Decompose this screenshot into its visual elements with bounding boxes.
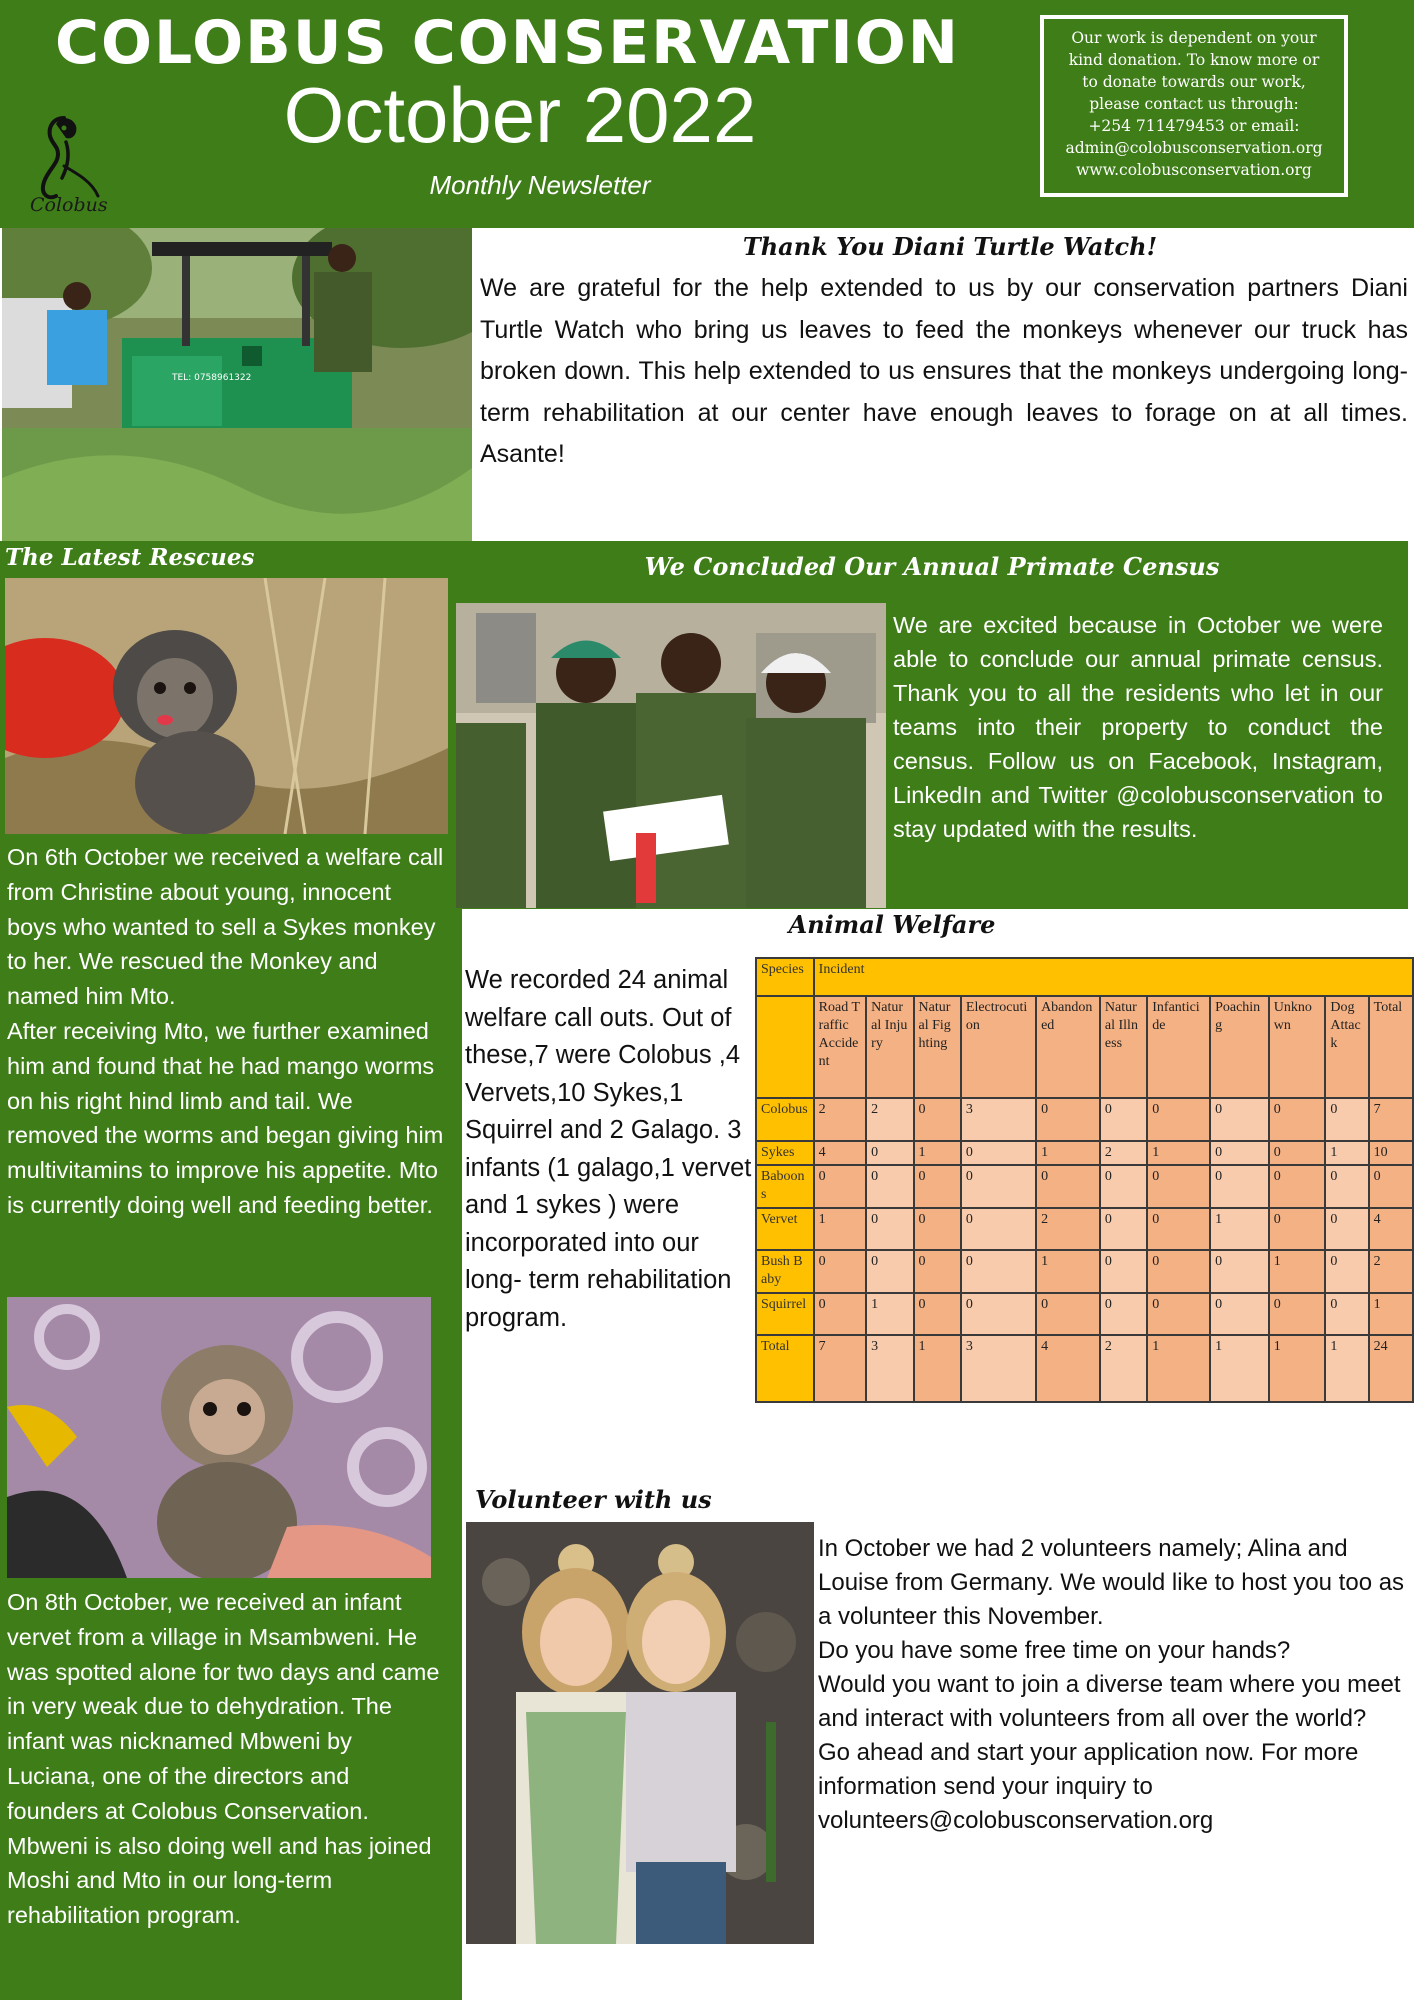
truck-phone-label: TEL: 0758961322: [172, 373, 252, 383]
column-header: Electrocution: [961, 996, 1036, 1097]
table-cell: 0: [1269, 1165, 1326, 1207]
table-column-row: [756, 996, 1413, 1097]
newsletter-subtitle: Monthly Newsletter: [429, 170, 651, 200]
column-header: Natural Injury: [866, 996, 913, 1097]
table-cell: 0: [1210, 1141, 1269, 1165]
table-cell: 0: [1100, 1165, 1147, 1207]
column-header: Road Traffic Accident: [814, 996, 867, 1097]
table-cell: 0: [1147, 1208, 1210, 1250]
table-cell: 1: [914, 1141, 961, 1165]
table-cell: 0: [1100, 1250, 1147, 1292]
table-cell: 7: [814, 1335, 867, 1402]
table-cell: 2: [814, 1098, 867, 1141]
truck-leaves-photo: [2, 228, 472, 541]
table-cell: 0: [1369, 1165, 1413, 1207]
donate-line: Our work is dependent on your: [1071, 29, 1317, 47]
sykes-monkey-mto-photo: [5, 578, 448, 834]
table-cell: 2: [866, 1098, 913, 1141]
table-cell: 3: [961, 1098, 1036, 1141]
table-cell: 4: [1036, 1335, 1100, 1402]
table-cell: 0: [914, 1098, 961, 1141]
table-row: [756, 1293, 1413, 1335]
table-cell: 0: [1325, 1165, 1368, 1207]
table-cell: 0: [1036, 1293, 1100, 1335]
volunteer-paragraph: Do you have some free time on your hands?: [818, 1637, 1291, 1664]
incident-header-cell: Incident: [814, 958, 1413, 996]
species-cell: Baboons: [756, 1165, 814, 1207]
table-cell: 2: [1100, 1141, 1147, 1165]
rescues-heading: The Latest Rescues: [5, 544, 255, 571]
column-header: Abandoned: [1036, 996, 1100, 1097]
donate-email-link[interactable]: admin@colobusconservation.org: [1065, 139, 1323, 157]
species-header-cell: Species: [756, 958, 814, 996]
table-cell: 1: [1210, 1335, 1269, 1402]
thank-you-body: We are grateful for the help extended to us by our conservation partners Diani Turtle Watch who bring us leaves to feed the monkeys whenever our truck has broken down. This help extended to us ensures that the monkeys undergoing long-term rehabilitation at our center have enough leaves to forage on at all times. Asante!: [480, 274, 1408, 468]
animal-welfare-heading: Animal Welfare: [788, 910, 996, 939]
species-cell: Bush Baby: [756, 1250, 814, 1292]
table-cell: 1: [1325, 1335, 1368, 1402]
table-cell: 1: [1210, 1208, 1269, 1250]
table-cell: 0: [1036, 1098, 1100, 1141]
rescue-story-mto: [7, 840, 447, 1223]
table-body: [756, 1098, 1413, 1402]
table-cell: 0: [961, 1293, 1036, 1335]
table-cell: 0: [914, 1250, 961, 1292]
table-cell: 1: [1036, 1250, 1100, 1292]
column-header: Natural Fighting: [914, 996, 961, 1097]
table-cell: 0: [1100, 1098, 1147, 1141]
table-cell: 0: [1325, 1208, 1368, 1250]
table-cell: 0: [1269, 1098, 1326, 1141]
table-cell: 0: [961, 1141, 1036, 1165]
column-header: Poaching: [1210, 996, 1269, 1097]
table-cell: 0: [1269, 1293, 1326, 1335]
logo-wordmark: Colobus: [30, 194, 108, 216]
table-cell: 0: [1100, 1293, 1147, 1335]
column-header: Total: [1369, 996, 1413, 1097]
table-cell: 0: [1147, 1293, 1210, 1335]
rescue-story-paragraph: After receiving Mto, we further examined him and found that he had mango worms on his right hind limb and tail. We removed the worms and began giving him multivitamins to improve his appetite. Mto is currently doing well and feeding better.: [7, 1017, 444, 1218]
table-cell: 10: [1369, 1141, 1413, 1165]
table-cell: 0: [1210, 1165, 1269, 1207]
table-cell: 0: [1147, 1165, 1210, 1207]
census-heading: We Concluded Our Annual Primate Census: [644, 552, 1220, 581]
table-cell: 0: [914, 1293, 961, 1335]
table-cell: 2: [1036, 1208, 1100, 1250]
donate-line: please contact us through:: [1089, 95, 1299, 113]
volunteer-paragraph: Go ahead and start your application now. For more information send your inquiry to volunteers@colobusconservation.org: [818, 1739, 1359, 1834]
species-cell: Vervet: [756, 1208, 814, 1250]
table-cell: 1: [1036, 1141, 1100, 1165]
table-cell: 0: [814, 1165, 867, 1207]
species-cell: Sykes: [756, 1141, 814, 1165]
table-cell: 0: [1210, 1098, 1269, 1141]
table-cell: 0: [1036, 1165, 1100, 1207]
table-cell: 1: [1369, 1293, 1413, 1335]
census-team-photo: [456, 603, 886, 908]
table-row: [756, 1335, 1413, 1402]
volunteer-body: [818, 1532, 1410, 1838]
table-cell: 1: [1147, 1335, 1210, 1402]
column-header: Unknown: [1269, 996, 1326, 1097]
table-cell: 0: [814, 1250, 867, 1292]
table-cell: 0: [1100, 1208, 1147, 1250]
column-header: Natural Illness: [1100, 996, 1147, 1097]
table-cell: 0: [914, 1165, 961, 1207]
table-cell: 3: [961, 1335, 1036, 1402]
table-cell: 0: [866, 1250, 913, 1292]
issue-title: October 2022: [283, 71, 757, 159]
table-cell: 0: [1147, 1098, 1210, 1141]
organization-title: COLOBUS CONSERVATION: [55, 8, 960, 78]
column-header: Infanticide: [1147, 996, 1210, 1097]
table-cell: 2: [1369, 1250, 1413, 1292]
table-cell: 0: [1325, 1250, 1368, 1292]
rescue-story-mbweni: On 8th October, we received an infant vervet from a village in Msambweni. He was spotted alone for two days and came in very weak due to dehydration. The infant was nicknamed Mbweni by Luciana, one of the directors and founders at Colobus Conservation. Mbweni is also doing well and has joined Moshi and Mto in our long-term rehabilitation program.: [7, 1589, 440, 1929]
donate-website-link[interactable]: www.colobusconservation.org: [1076, 161, 1312, 179]
table-cell: 7: [1369, 1098, 1413, 1141]
table-cell: 1: [866, 1293, 913, 1335]
table-cell: 0: [1210, 1250, 1269, 1292]
table-row: [756, 1165, 1413, 1207]
table-cell: 1: [814, 1208, 867, 1250]
table-cell: 1: [1269, 1250, 1326, 1292]
table-cell: 0: [914, 1208, 961, 1250]
table-cell: 1: [1325, 1141, 1368, 1165]
table-cell: 0: [961, 1208, 1036, 1250]
rescue-story-paragraph: On 6th October we received a welfare call from Christine about young, innocent boys who wanted to sell a Sykes monkey to her. We rescued the Monkey and named him Mto.: [7, 844, 444, 1010]
table-header-cell: [756, 996, 814, 1097]
donate-phone-line: +254 711479453 or email:: [1088, 117, 1300, 135]
column-header: Dog Attack: [1325, 996, 1368, 1097]
table-row: [756, 1098, 1413, 1141]
volunteer-paragraph: In October we had 2 volunteers namely; Alina and Louise from Germany. We would like to host you too as a volunteer this November.: [818, 1535, 1405, 1630]
vervet-mbweni-photo: [7, 1297, 431, 1578]
welfare-incident-table: [755, 957, 1414, 1403]
table-cell: 2: [1100, 1335, 1147, 1402]
donation-info-box: [1040, 15, 1348, 197]
thank-you-heading: Thank You Diani Turtle Watch!: [742, 232, 1158, 261]
table-cell: 0: [1269, 1141, 1326, 1165]
table-row: [756, 1208, 1413, 1250]
animal-welfare-body: We recorded 24 animal welfare call outs. Out of these,7 were Colobus ,4 Vervets,10 Sykes,1 Squirrel and 2 Galago. 3 infants (1 galago,1 vervet and 1 sykes ) were incorporated into our long- term rehabilitation program.: [465, 966, 752, 1332]
table-row: [756, 1141, 1413, 1165]
table-cell: 0: [866, 1141, 913, 1165]
table-cell: 0: [1269, 1208, 1326, 1250]
table-cell: 0: [866, 1165, 913, 1207]
table-cell: 3: [866, 1335, 913, 1402]
table-cell: 24: [1369, 1335, 1413, 1402]
volunteers-photo: [466, 1522, 814, 1944]
volunteer-paragraph: Would you want to join a diverse team where you meet and interact with volunteers from all over the world?: [818, 1671, 1401, 1732]
table-cell: 1: [914, 1335, 961, 1402]
table-row: [756, 1250, 1413, 1292]
table-cell: 0: [1147, 1250, 1210, 1292]
table-header-row: [756, 958, 1413, 996]
table-cell: 0: [866, 1208, 913, 1250]
table-cell: 4: [814, 1141, 867, 1165]
species-cell: Colobus: [756, 1098, 814, 1141]
species-cell: Squirrel: [756, 1293, 814, 1335]
census-body: We are excited because in October we were able to conclude our annual primate census. Thank you to all the residents who let in our teams into their property to conduct the census. Follow us on Facebook, Instagram, LinkedIn and Twitter @colobusconservation to stay updated with the results.: [893, 612, 1383, 842]
table-cell: 4: [1369, 1208, 1413, 1250]
table-cell: 0: [961, 1250, 1036, 1292]
volunteer-heading: Volunteer with us: [475, 1485, 712, 1514]
table-cell: 1: [1147, 1141, 1210, 1165]
table-cell: 0: [814, 1293, 867, 1335]
donate-line: kind donation. To know more or: [1068, 51, 1320, 69]
table-cell: 1: [1269, 1335, 1326, 1402]
table-cell: 0: [1325, 1293, 1368, 1335]
donate-line: to donate towards our work,: [1082, 73, 1306, 91]
table-cell: 0: [961, 1165, 1036, 1207]
species-cell: Total: [756, 1335, 814, 1402]
table-cell: 0: [1210, 1293, 1269, 1335]
table-cell: 0: [1325, 1098, 1368, 1141]
